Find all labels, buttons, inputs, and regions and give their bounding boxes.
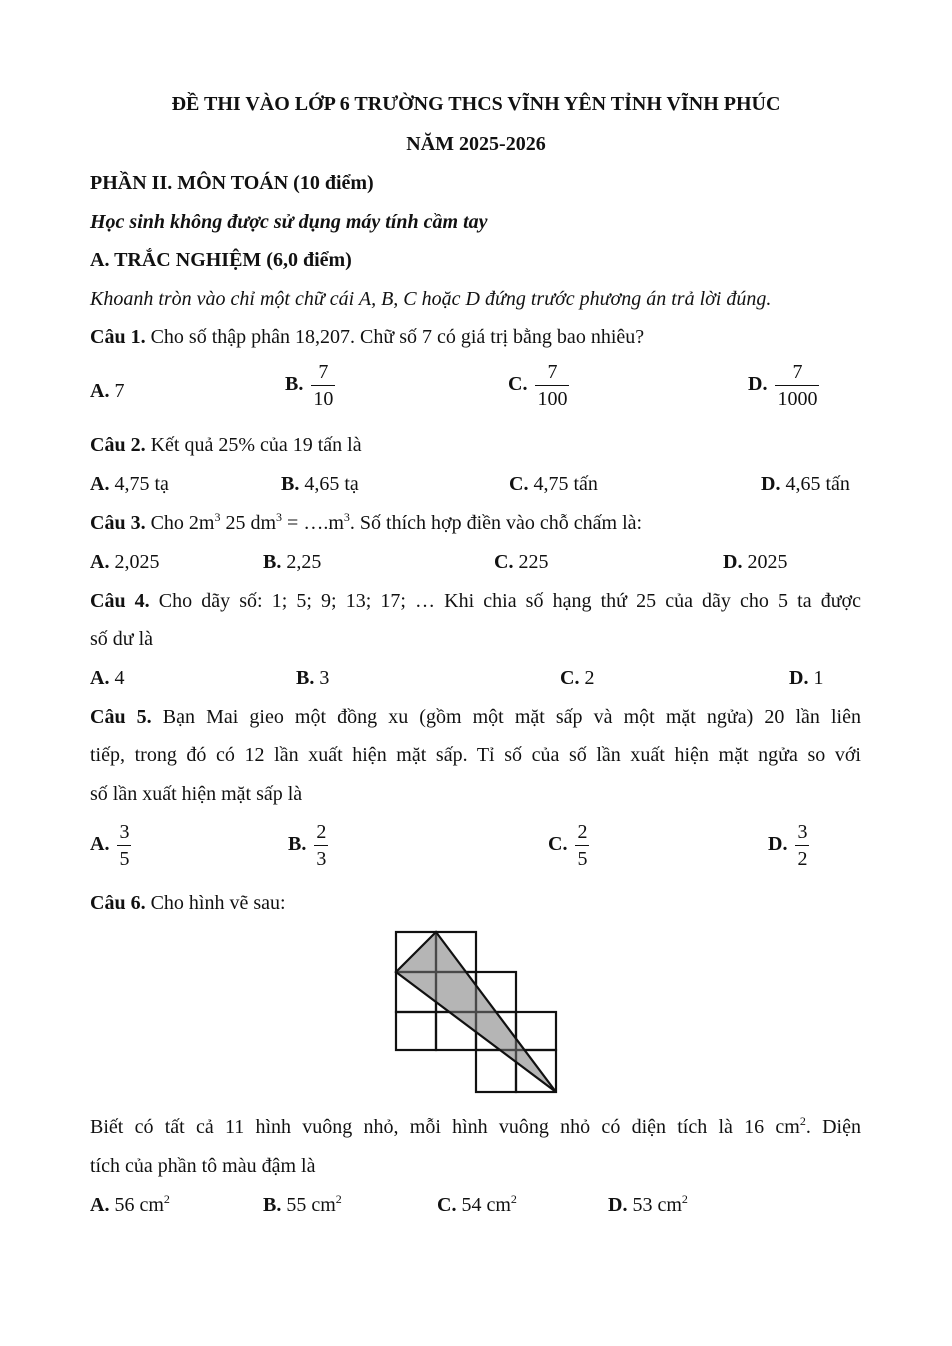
- question-label: Câu 1.: [90, 326, 146, 348]
- option-label: B.: [288, 833, 307, 856]
- option-value: 53 cm: [627, 1194, 682, 1216]
- calculator-note: Học sinh không được sử dụng máy tính cầm tay: [90, 211, 488, 233]
- fraction: [117, 821, 131, 870]
- option-value: 2025: [742, 551, 788, 573]
- part-heading: PHẦN II. MÔN TOÁN (10 điểm): [90, 172, 374, 194]
- question-1: [90, 325, 644, 349]
- grid-square: [516, 1012, 556, 1050]
- question-text: Cho dãy số: 1; 5; 9; 13; 17; … Khi chia số hạng thứ 25 của dãy cho 5 ta được: [149, 590, 861, 612]
- question-text: Bạn Mai gieo một đồng xu (gồm một mặt sấp và một mặt ngửa) 20 lần liên: [151, 706, 861, 728]
- question-6-desc: [90, 1115, 861, 1139]
- numerator: 7: [318, 361, 329, 383]
- option-label: D.: [789, 667, 809, 689]
- section-a-heading: A. TRẮC NGHIỆM (6,0 điểm): [90, 249, 352, 271]
- option-label: B.: [285, 373, 304, 396]
- question-text: Cho số thập phân 18,207. Chữ số 7 có giá trị bằng bao nhiêu?: [145, 326, 645, 348]
- q3-option-c[interactable]: [494, 550, 548, 574]
- grid-square: [396, 1012, 436, 1050]
- option-label: D.: [608, 1194, 628, 1216]
- grid-figure: [392, 928, 560, 1098]
- denominator: 3: [314, 845, 328, 870]
- numerator: 2: [316, 821, 327, 843]
- option-label: A.: [90, 833, 110, 856]
- option-label: C.: [509, 473, 529, 495]
- q6-option-c[interactable]: [437, 1193, 517, 1217]
- option-value: 2,025: [109, 551, 160, 573]
- q2-option-a[interactable]: [90, 472, 169, 496]
- q3-option-b[interactable]: [263, 550, 321, 574]
- option-label: D.: [768, 833, 788, 856]
- option-label: C.: [560, 667, 580, 689]
- question-text: Cho hình vẽ sau:: [145, 892, 286, 914]
- q4-option-b[interactable]: [296, 666, 329, 690]
- text-part: . Số thích hợp điền vào chỗ chấm là:: [349, 512, 643, 534]
- option-label: B.: [281, 473, 300, 495]
- option-label: A.: [90, 667, 110, 689]
- superscript: 2: [799, 1114, 806, 1128]
- option-value: 3: [314, 667, 330, 689]
- numerator: 7: [792, 361, 803, 383]
- denominator: 5: [117, 845, 131, 870]
- q1-option-c[interactable]: [508, 361, 569, 410]
- option-value: 4,75 tấn: [528, 473, 598, 495]
- exam-year: NĂM 2025-2026: [406, 133, 546, 155]
- option-label: D.: [748, 373, 768, 396]
- q5-option-b[interactable]: [288, 821, 328, 870]
- q2-option-b[interactable]: [281, 472, 359, 496]
- option-label: A.: [90, 380, 110, 402]
- option-label: B.: [263, 1194, 282, 1216]
- option-label: C.: [548, 833, 568, 856]
- fraction: [314, 821, 328, 870]
- option-value: 1: [808, 667, 824, 689]
- question-4-cont: số dư là: [90, 628, 154, 650]
- q4-option-d[interactable]: [789, 666, 823, 690]
- question-label: Câu 2.: [90, 434, 146, 456]
- superscript: 2: [681, 1192, 688, 1206]
- exam-title: ĐỀ THI VÀO LỚP 6 TRƯỜNG THCS VĨNH YÊN TỈNH VĨNH PHÚC: [171, 93, 781, 115]
- fraction: [775, 361, 819, 410]
- q5-option-a[interactable]: [90, 821, 131, 870]
- q1-option-a[interactable]: [90, 379, 124, 403]
- superscript: 2: [335, 1192, 342, 1206]
- denominator: 2: [795, 845, 809, 870]
- option-label: C.: [494, 551, 514, 573]
- question-4: [90, 589, 861, 613]
- option-value: 4,65 tấn: [780, 473, 850, 495]
- superscript: 3: [214, 510, 221, 524]
- q4-option-c[interactable]: [560, 666, 594, 690]
- option-value: 4: [109, 667, 125, 689]
- option-label: A.: [90, 473, 110, 495]
- instruction: Khoanh tròn vào chỉ một chữ cái A, B, C hoặc D đứng trước phương án trả lời đúng.: [90, 288, 772, 310]
- q2-option-d[interactable]: [761, 472, 850, 496]
- superscript: 2: [163, 1192, 170, 1206]
- option-value: 54 cm: [456, 1194, 511, 1216]
- text-part: Biết có tất cả 11 hình vuông nhỏ, mỗi hình vuông nhỏ có diện tích là 16 cm: [90, 1116, 800, 1138]
- q3-option-d[interactable]: [723, 550, 787, 574]
- option-label: C.: [508, 373, 528, 396]
- q6-option-b[interactable]: [263, 1193, 342, 1217]
- q3-option-a[interactable]: [90, 550, 159, 574]
- q1-option-d[interactable]: [748, 361, 819, 410]
- question-5: [90, 705, 861, 729]
- denominator: 100: [535, 385, 569, 410]
- option-label: B.: [263, 551, 282, 573]
- option-value: 2,25: [281, 551, 322, 573]
- question-text: Kết quả 25% của 19 tấn là: [145, 434, 362, 456]
- q5-option-c[interactable]: [548, 821, 589, 870]
- q6-option-d[interactable]: [608, 1193, 688, 1217]
- denominator: 5: [575, 845, 589, 870]
- numerator: 2: [577, 821, 588, 843]
- superscript: 2: [510, 1192, 517, 1206]
- option-value: 4,75 tạ: [109, 473, 169, 495]
- superscript: 3: [276, 510, 283, 524]
- fraction: [795, 821, 809, 870]
- question-label: Câu 5.: [90, 706, 152, 728]
- text-part: Cho 2m: [145, 512, 215, 534]
- option-label: D.: [723, 551, 743, 573]
- option-label: A.: [90, 1194, 110, 1216]
- numerator: 3: [119, 821, 130, 843]
- denominator: 1000: [775, 385, 819, 410]
- option-label: B.: [296, 667, 315, 689]
- text-part: 25 dm: [220, 512, 277, 534]
- q5-option-d[interactable]: [768, 821, 809, 870]
- option-value: 2: [579, 667, 595, 689]
- denominator: 10: [311, 385, 335, 410]
- q6-option-a[interactable]: [90, 1193, 170, 1217]
- question-5-cont2: số lần xuất hiện mặt sấp là: [90, 783, 303, 805]
- question-label: Câu 4.: [90, 590, 150, 612]
- numerator: 7: [547, 361, 558, 383]
- question-label: Câu 6.: [90, 892, 146, 914]
- option-label: D.: [761, 473, 781, 495]
- fraction: [535, 361, 569, 410]
- question-3: [90, 511, 642, 535]
- question-2: [90, 433, 362, 457]
- option-label: A.: [90, 551, 110, 573]
- option-value: 55 cm: [281, 1194, 336, 1216]
- superscript: 3: [343, 510, 350, 524]
- numerator: 3: [797, 821, 808, 843]
- q4-option-a[interactable]: [90, 666, 124, 690]
- q2-option-c[interactable]: [509, 472, 598, 496]
- fraction: [311, 361, 335, 410]
- question-6: [90, 891, 286, 915]
- q1-option-b[interactable]: [285, 361, 335, 410]
- text-part: = ….m: [282, 512, 344, 534]
- option-value: 4,65 tạ: [299, 473, 359, 495]
- question-label: Câu 3.: [90, 512, 146, 534]
- fraction: [575, 821, 589, 870]
- text-part: . Diện: [805, 1116, 861, 1138]
- option-label: C.: [437, 1194, 457, 1216]
- question-6-desc-cont: tích của phần tô màu đậm là: [90, 1155, 316, 1177]
- option-value: 56 cm: [109, 1194, 164, 1216]
- option-value: 225: [513, 551, 549, 573]
- question-5-cont: tiếp, trong đó có 12 lần xuất hiện mặt sấp. Tỉ số của số lần xuất hiện mặt ngửa so với: [90, 744, 861, 766]
- option-value: 7: [109, 380, 125, 402]
